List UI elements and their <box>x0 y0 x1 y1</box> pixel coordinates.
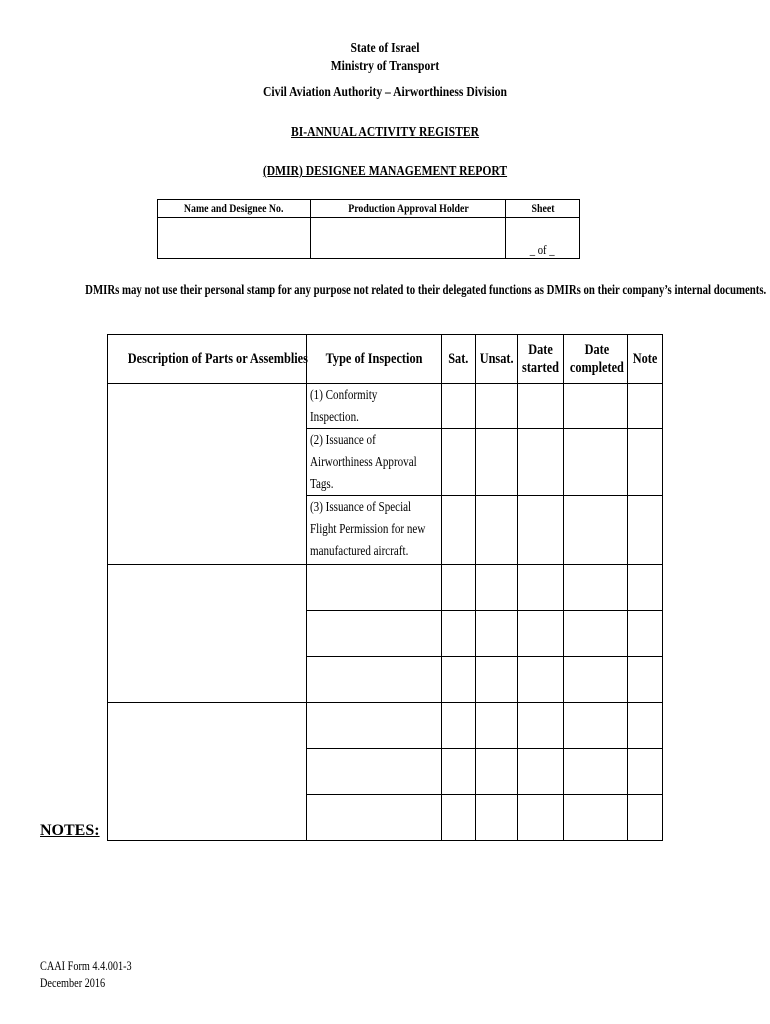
date-completed-cell[interactable] <box>564 611 628 657</box>
inspection-type-cell[interactable] <box>307 611 442 657</box>
form-date: December 2016 <box>40 976 106 990</box>
inspection-type-cell: (2) Issuance of Airworthiness Approval Tags. <box>307 429 442 496</box>
unsat-cell[interactable] <box>476 703 518 749</box>
date-completed-cell[interactable] <box>564 384 628 429</box>
inspection-type-cell[interactable] <box>307 703 442 749</box>
inspection-type-cell[interactable] <box>307 565 442 611</box>
unsat-cell[interactable] <box>476 657 518 703</box>
col-header-type: Type of Inspection <box>307 335 442 384</box>
note-cell[interactable] <box>628 749 663 795</box>
col-header-sheet: Sheet <box>506 200 580 218</box>
date-completed-cell[interactable] <box>564 657 628 703</box>
col-header-description: Description of Parts or Assemblies <box>108 335 307 384</box>
date-started-cell[interactable] <box>518 496 564 565</box>
report-title: BI-ANNUAL ACTIVITY REGISTER <box>291 124 479 139</box>
date-started-cell[interactable] <box>518 611 564 657</box>
col-header-date-completed: Date completed <box>564 335 628 384</box>
date-started-cell[interactable] <box>518 429 564 496</box>
unsat-cell[interactable] <box>476 611 518 657</box>
unsat-cell[interactable] <box>476 565 518 611</box>
date-completed-cell[interactable] <box>564 496 628 565</box>
col-header-note: Note <box>628 335 663 384</box>
sat-cell[interactable] <box>442 496 476 565</box>
note-cell[interactable] <box>628 795 663 841</box>
date-completed-cell[interactable] <box>564 749 628 795</box>
col-header-unsat: Unsat. <box>476 335 518 384</box>
sat-cell[interactable] <box>442 611 476 657</box>
col-header-sat: Sat. <box>442 335 476 384</box>
unsat-cell[interactable] <box>476 795 518 841</box>
designee-table <box>157 199 580 259</box>
col-header-holder: Production Approval Holder <box>310 200 506 218</box>
sat-cell[interactable] <box>442 795 476 841</box>
description-cell[interactable] <box>108 384 307 565</box>
date-completed-cell[interactable] <box>564 795 628 841</box>
sat-cell[interactable] <box>442 429 476 496</box>
activity-table <box>107 334 663 841</box>
header-division: Civil Aviation Authority – Airworthiness Division <box>263 84 507 99</box>
col-header-name: Name and Designee No. <box>158 200 311 218</box>
description-cell[interactable] <box>108 565 307 703</box>
note-cell[interactable] <box>628 703 663 749</box>
date-completed-cell[interactable] <box>564 703 628 749</box>
inspection-type-cell: (1) Conformity Inspection. <box>307 384 442 429</box>
sat-cell[interactable] <box>442 657 476 703</box>
header-state: State of Israel <box>350 40 420 55</box>
date-completed-cell[interactable] <box>564 565 628 611</box>
date-started-cell[interactable] <box>518 657 564 703</box>
col-header-date-started: Date started <box>518 335 564 384</box>
sheet-value: _ of _ <box>530 242 556 257</box>
form-footer <box>40 958 152 992</box>
sheet-number-cell[interactable] <box>506 218 580 259</box>
inspection-type-cell[interactable] <box>307 749 442 795</box>
inspection-type-cell: (3) Issuance of Special Flight Permission for new manufactured aircraft. <box>307 496 442 565</box>
sat-cell[interactable] <box>442 703 476 749</box>
date-started-cell[interactable] <box>518 384 564 429</box>
unsat-cell[interactable] <box>476 749 518 795</box>
description-cell[interactable] <box>108 703 307 841</box>
stamp-notice: DMIRs may not use their personal stamp for any purpose not related to their delegated functions as DMIRs on their company’s internal documents. <box>85 282 767 297</box>
notes-label: NOTES: <box>40 822 100 839</box>
date-completed-cell[interactable] <box>564 429 628 496</box>
date-started-cell[interactable] <box>518 565 564 611</box>
report-subtitle: (DMIR) DESIGNEE MANAGEMENT REPORT <box>262 163 508 178</box>
unsat-cell[interactable] <box>476 429 518 496</box>
sat-cell[interactable] <box>442 384 476 429</box>
date-started-cell[interactable] <box>518 795 564 841</box>
note-cell[interactable] <box>628 611 663 657</box>
sat-cell[interactable] <box>442 565 476 611</box>
sat-cell[interactable] <box>442 749 476 795</box>
inspection-type-cell[interactable] <box>307 657 442 703</box>
name-designee-cell[interactable] <box>158 218 311 259</box>
note-cell[interactable] <box>628 429 663 496</box>
approval-holder-cell[interactable] <box>310 218 506 259</box>
date-started-cell[interactable] <box>518 703 564 749</box>
note-cell[interactable] <box>628 384 663 429</box>
note-cell[interactable] <box>628 657 663 703</box>
form-number: CAAI Form 4.4.001-3 <box>40 959 132 973</box>
date-started-cell[interactable] <box>518 749 564 795</box>
note-cell[interactable] <box>628 496 663 565</box>
note-cell[interactable] <box>628 565 663 611</box>
unsat-cell[interactable] <box>476 496 518 565</box>
inspection-type-cell[interactable] <box>307 795 442 841</box>
unsat-cell[interactable] <box>476 384 518 429</box>
header-ministry: Ministry of Transport <box>330 58 440 73</box>
